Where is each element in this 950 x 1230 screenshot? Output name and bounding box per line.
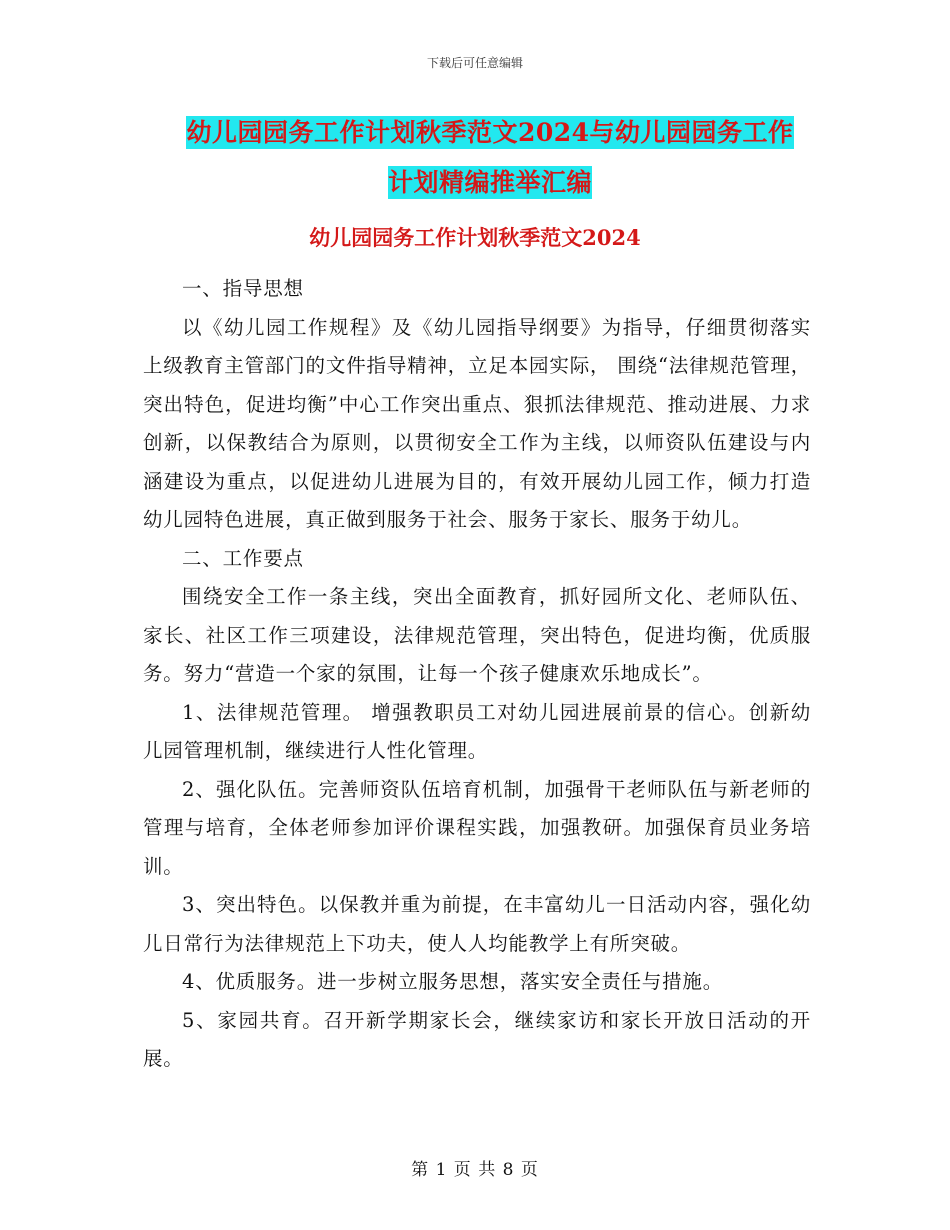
list-item: 1、法律规范管理。 增强教职员工对幼儿园进展前景的信心。创新幼儿园管理机制，继续进行人性化管理。	[143, 700, 811, 762]
document-title-line-1: 幼儿园园务工作计划秋季范文2024与幼儿园园务工作	[186, 118, 794, 147]
document-body	[143, 270, 811, 1079]
page-header-note: 下载后可任意编辑	[426, 56, 523, 70]
list-item: 3、突出特色。以保教并重为前提，在丰富幼儿一日活动内容，强化幼儿日常行为法律规范上下功夫，使人人均能教学上有所突破。	[143, 893, 811, 955]
heading-guiding-ideology: 一、指导思想	[182, 277, 304, 300]
paragraph: 以《幼儿园工作规程》及《幼儿园指导纲要》为指导，仔细贯彻落实上级教育主管部门的文件指导精神，立足本园实际， 围绕“法律规范管理，突出特色，促进均衡”中心工作突出重点、狠抓法律规范、推动进展、力求创新，以保教结合为原则，以贯彻安全工作为主线，以师资队伍建设与内涵建设为重点，以促进幼儿进展为目的，有效开展幼儿园工作，倾力打造幼儿园特色进展，真正做到服务于社会、服务于家长、服务于幼儿。	[143, 315, 811, 531]
page-number: 第 1 页 共 8 页	[411, 1160, 539, 1180]
document-title-line-2: 计划精编推举汇编	[387, 168, 592, 197]
document-title	[140, 108, 840, 208]
section-title: 幼儿园园务工作计划秋季范文2024	[309, 225, 641, 250]
list-item: 5、家园共育。召开新学期家长会，继续家访和家长开放日活动的开展。	[143, 1008, 811, 1070]
paragraph: 围绕安全工作一条主线，突出全面教育，抓好园所文化、老师队伍、家长、社区工作三项建设，法律规范管理，突出特色，促进均衡，优质服务。努力“营造一个家的氛围，让每一个孩子健康欢乐地成长”。	[143, 585, 811, 685]
heading-work-points: 二、工作要点	[182, 546, 304, 570]
list-item: 4、优质服务。进一步树立服务思想，落实安全责任与措施。	[182, 970, 724, 993]
list-item: 2、强化队伍。完善师资队伍培育机制，加强骨干老师队伍与新老师的管理与培育，全体老师参加评价课程实践，加强教研。加强保育员业务培训。	[143, 777, 811, 878]
